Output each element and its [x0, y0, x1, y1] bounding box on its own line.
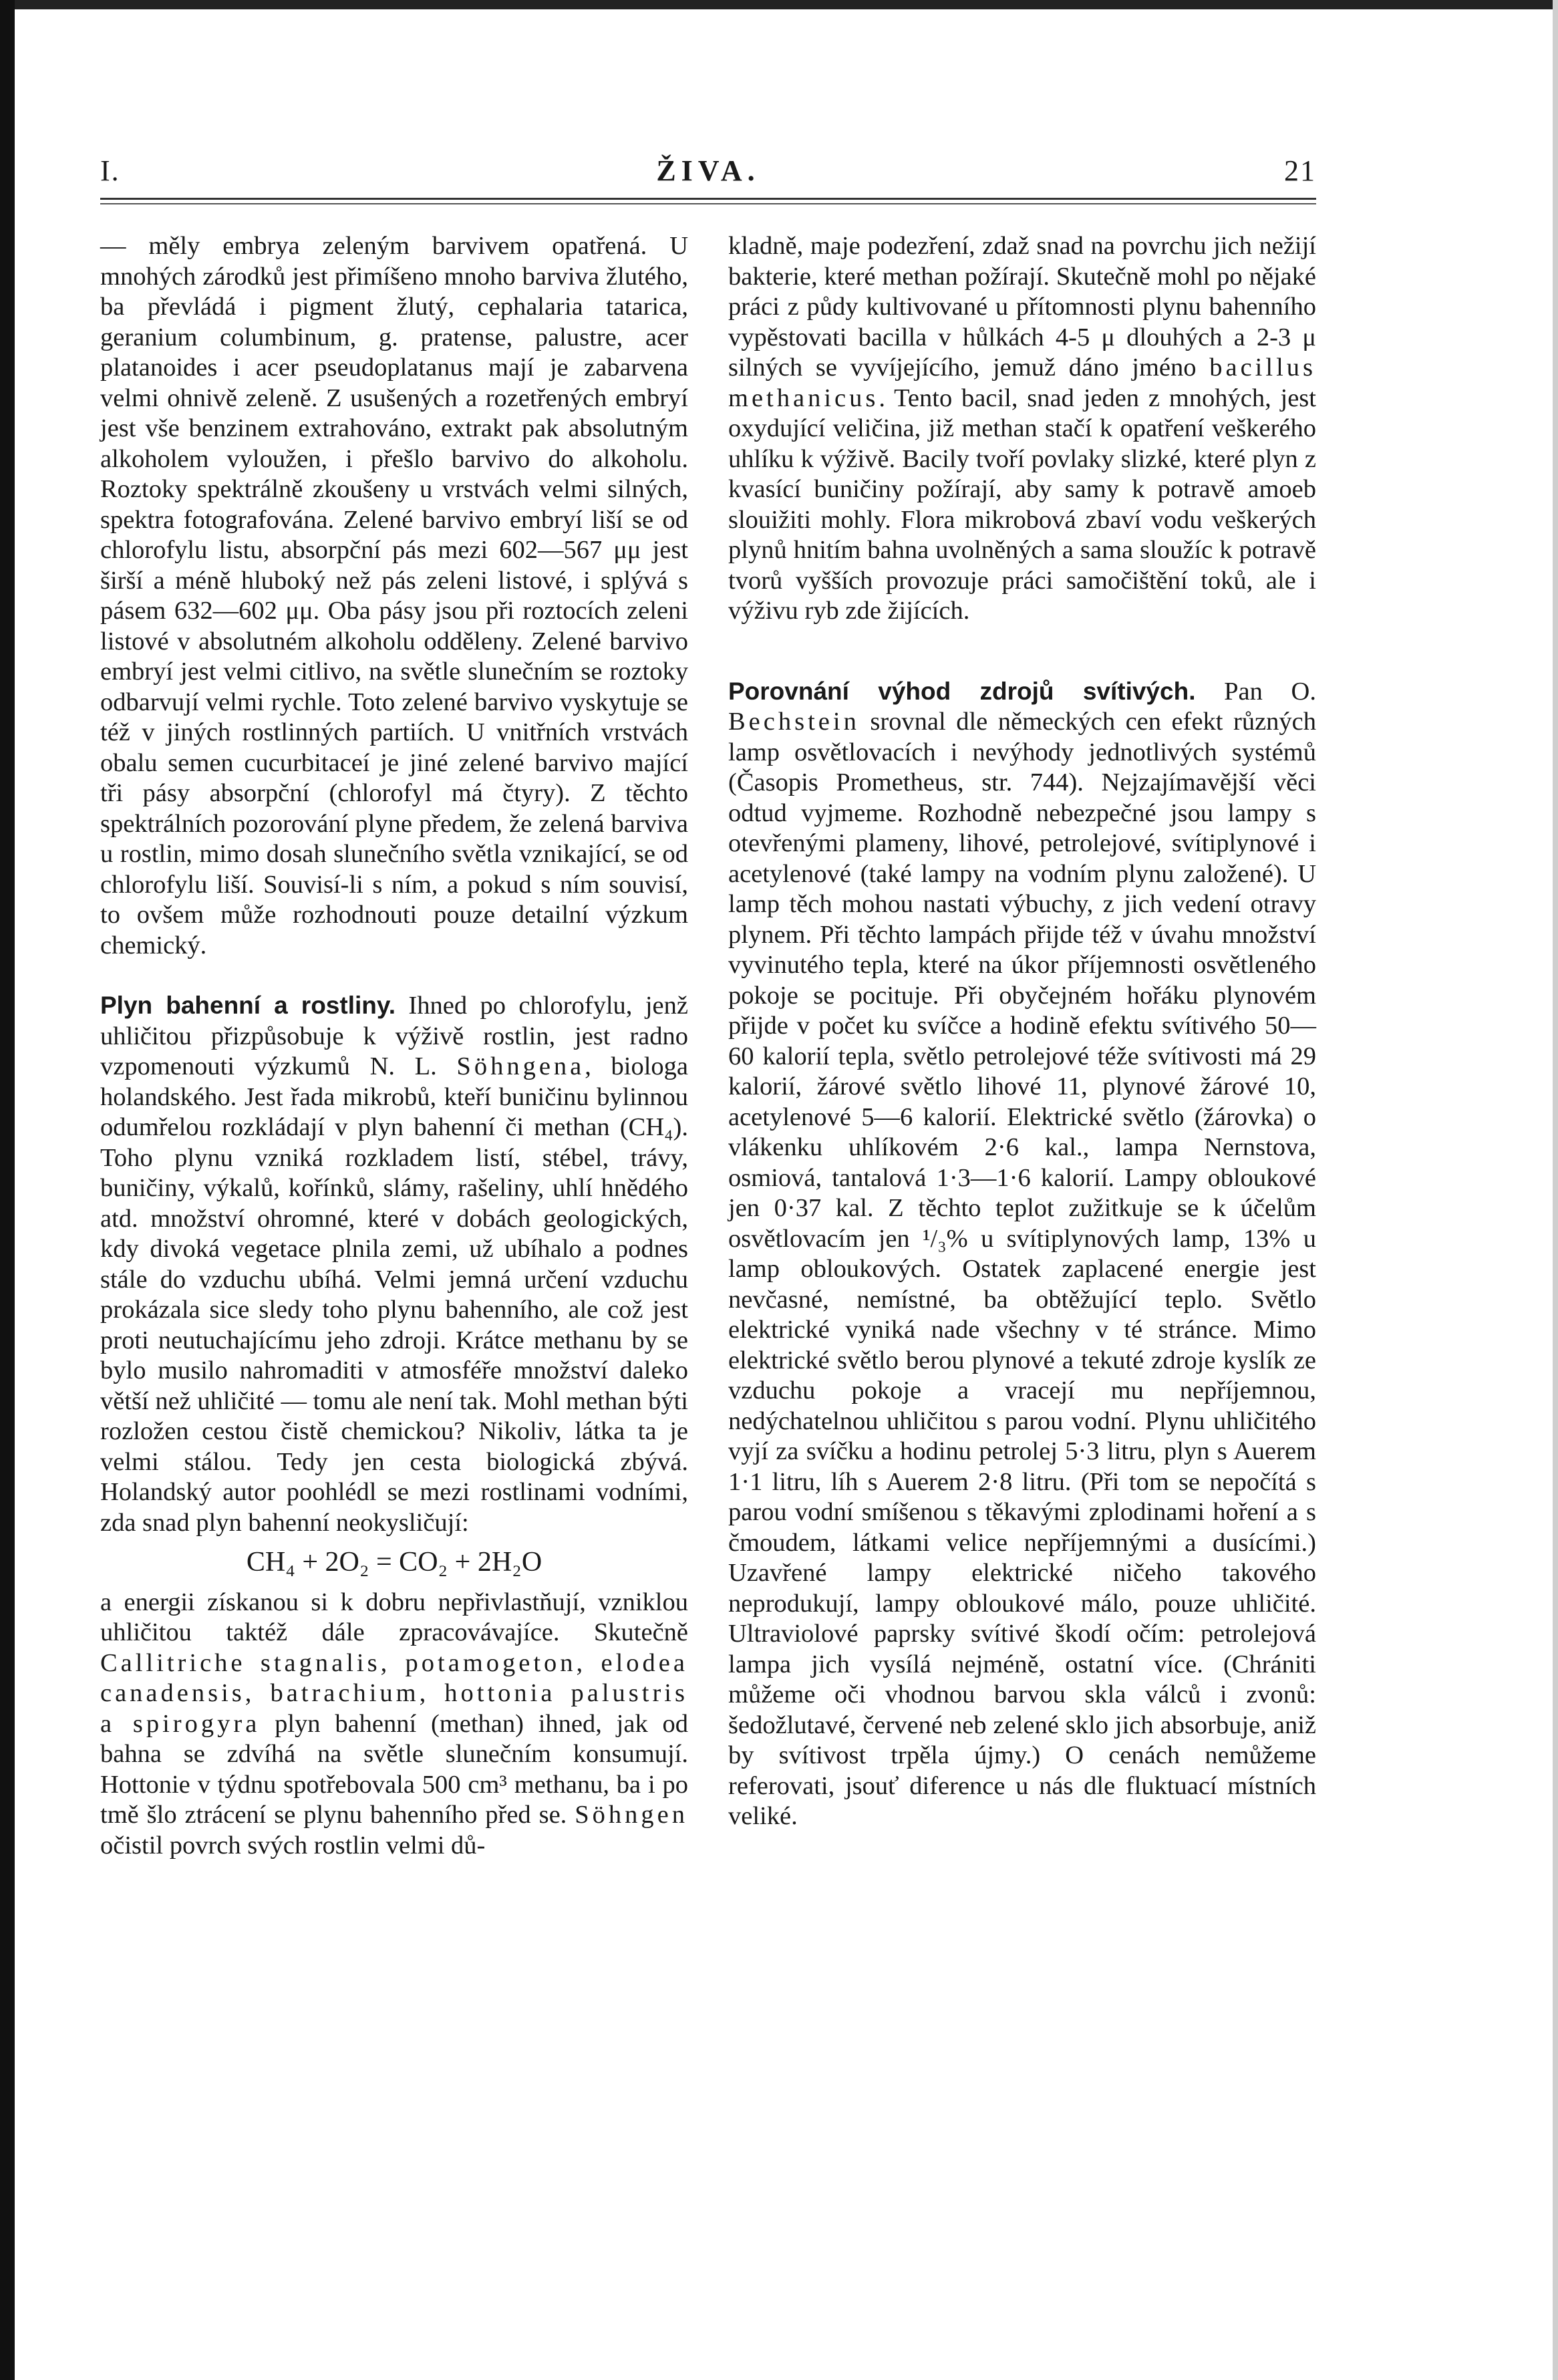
author-name-2: Söhngen	[575, 1801, 688, 1829]
page-content	[100, 147, 1316, 1861]
chemical-formula: CH₄ + 2O₂ = CO₂ + 2H₂O	[246, 1547, 542, 1578]
species-list: Callitriche stagnalis, potamogeton, elodea canadensis, batrachium, hottonia palustris a spirogyra	[100, 1648, 688, 1738]
running-header	[100, 147, 1316, 194]
paragraph-marsh-gas: Plyn bahenní a rostliny. Ihned po chlorofylu, jenž uhličitou přizpůsobuje k výživě rostlin, jest radno vzpomenouti výzkumů N. L. Söhngena, biologa holandského. Jest řada mikrobů, kteří buničinu bylinnou odumřelou rozkládají v plyn bahenní či methan (CH₄). Toho plynu vzniká rozkladem listí, stébel, trávy, buničiny, výkalů, kořínků, slámy, rašeliny, uhlí hnědého atd. množství ohromné, které v dobách geologických, kdy divoká vegetace plnila zemi, už ubíhalo a podnes stále do vzduchu ubíhá. Velmi jemná určení vzduchu prokázala sice sledy toho plynu bahenního, ale což jest proti neutuchajícímu jeho zdroji. Krátce methanu by se bylo musilo nahromaditi v atmosféře množství daleko větší než uhličité — tomu ale není tak. Mohl methan býti rozložen cestou čistě chemickou? Nikoliv, látka ta je velmi stálou. Tedy jen cesta biologická zbývá. Holandský autor poohlédl se mezi rostlinami vodními, zda snad plyn bahenní neokysličují:	[100, 992, 689, 1537]
section-heading-marsh-gas: Plyn bahenní a rostliny.	[100, 992, 396, 1019]
paragraph-water-plants: a energii získanou si k dobru nepřivlastňují, vzniklou uhličitou taktéž dále zpracovávajíce. Skutečně Callitriche stagnalis, potamogeton, elodea canadensis, batrachium, hottonia palustris a spirogyra plyn bahenní (methan) ihned, jak od bahna se zdvíhá na světle slunečním konsumují. Hottonie v týdnu spotřebovala 500 cm³ methanu, ba i po tmě šlo ztrácení se plynu bahenního před se. Söhngen očistil povrch svých rostlin velmi dů-	[100, 1588, 688, 1860]
section-heading-light-sources: Porovnání výhod zdrojů svítivých.	[728, 677, 1196, 705]
right-column	[728, 231, 1316, 1861]
volume-number: I.	[100, 154, 120, 187]
paragraph-light-sources: Porovnání výhod zdrojů svítivých. Pan O. Bechstein srovnal dle německých cen efekt různých lamp osvětlovacích i nevýhody jednotlivých systémů (Časopis Prometheus, str. 744). Nejzajímavější věci odtud vyjmeme. Rozhodně nebezpečné jsou lampy s otevřenými plameny, lihové, petrolejové, svítiplynové i acetylenové (také lampy na vodním plynu založené). U lamp těch mohou nastati výbuchy, z jich vedení otravy plynem. Při těchto lampách přijde též v úvahu množství vyvinutého tepla, které na úkor příjemnosti osvětleného pokoje se pocituje. Při obyčejném hořáku plynovém přijde v počet ku svíčce a hodině efektu svítivého 50—60 kalorií tepla, světlo petrolejové téže svítivosti má 29 kalorií, žárové světlo lihové 11, plynové žárové 10, acetylenové 5—6 kalorií. Elektrické světlo (žárovka) o vlákenku uhlíkovém 2·6 kal., lampa Nernstova, osmiová, tantalová 1·3—1·6 kalorií. Lampy obloukové jen 0·37 kal. Z těchto teplot zužitkuje se k účelům osvětlovacím jen ¹/₃% u svítiplynových lamp, 13% u lamp obloukových. Ostatek zaplacené energie jest nevčasné, nemístné, ba obtěžující teplo. Světlo elektrické vyniká nade všechny v té stránce. Mimo elektrické světlo berou plynové a tekuté zdroje kyslík ze vzduchu pokoje a vracejí mu nepříjemnou, nedýchatelnou uhličitou s parou vodní. Plynu uhličitého vyjí za svíčku a hodinu petrolej 5·3 litru, plyn s Auerem 1·1 litru, líh s Auerem 2·8 litru. (Při tom se nepočítá s parou vodní smíšenou s těkavými zplodinami hoření a s čmoudem, látkami velice nepříjemnými a dusícími.) Uzavřené lampy elektrické ničeho takového neprodukují, lampy obloukové málo, pouze uhličité. Ultraviolové paprsky svítivé škodí očím: petrolejová lampa jich vysílá nejméně, ostatní více. (Chrániti můžeme oči vhodnou barvou skla válců i zvonů: šedožlutavé, červené neb zelené sklo jich absorbuje, aniž by svítivost trpěla újmy.) O cenách nemůžeme referovati, jsouť diference u nás dle fluktuací místních veliké.	[728, 677, 1316, 1830]
left-column	[100, 231, 688, 1861]
bacillus-name: bacillus methanicus	[728, 353, 1316, 412]
paragraph-bacillus: kladně, maje podezření, zdaž snad na povrchu jich nežijí bakterie, které methan požírají. Skutečně mohl po nějaké práci z půdy kultivované u přítomnosti plynu bahenního vypěstovati bacilla v hůlkách 4-5 μ dlouhých a 2-3 μ silných se vyvíjejícího, jemuž dáno jméno bacillus methanicus. Tento bacil, snad jeden z mnohých, jest oxydující veličina, již methan stačí k opatření veškerého uhlíku k výživě. Bacily tvoří povlaky slizké, které plyn z kvasící buničiny požírají, aby samy k potravě amoeb slouižiti mohly. Flora mikrobová zbaví vodu veškerých plynů hnitím bahna uvolněných a sama sloužíc k potravě tvorů vyšších provozuje práci samočištění toků, ale i výživu ryb zde žijících.	[728, 232, 1316, 625]
page-number: 21	[1284, 154, 1316, 187]
scan-edge-right	[1553, 0, 1558, 2380]
journal-title: ŽIVA.	[656, 154, 760, 187]
scan-edge-top	[0, 0, 1558, 9]
header-rule	[100, 198, 1316, 200]
paragraph-embryo-pigment: — měly embrya zeleným barvivem opatřená. U mnohých zárodků jest přimíšeno mnoho barviva žlutého, ba převládá i pigment žlutý, cephalaria tatarica, geranium columbinum, g. pratense, palustre, acer platanoides i acer pseudoplatanus mají je zabarvena velmi ohnivě zeleně. Z usušených a rozetřených embryí jest vše benzinem extrahováno, extrakt pak absolutným alkoholem vyloužen, i přešlo barvivo do alkoholu. Roztoky spektrálně zkoušeny u vrstvách velmi silných, spektra fotografována. Zelené barvivo embryí liší se od chlorofylu listu, absorpční pás mezi 602—567 μμ jest širší a méně hluboký než pás zeleni listové, i splývá s pásem 632—602 μμ. Oba pásy jsou při roztocích zeleni listové v absolutném alkoholu odděleny. Zelené barvivo embryí jest velmi citlivo, na světle slunečním se roztoky odbarvují velmi rychle. Toto zelené barvivo vyskytuje se též v jiných rostlinných partiích. U vnitřních vrstvách obalu semen cucurbitacеí je jiné zelené barvivo mající tři pásy absorpční (chlorofyl má čtyry). Z těchto spektrálních pozorování plyne předem, že zelená barviva u rostlin, mimo dosah slunečního světla vznikající, se od chlorofylu liší. Souvisí-li s ním, a pokud s ním souvisí, to ovšem může rozhodnouti pouze detailní výzkum chemický.	[100, 232, 688, 959]
author-name-bechstein: Bechstein	[728, 708, 860, 736]
scan-edge-left	[0, 0, 15, 2380]
author-name: Söhngena	[456, 1052, 585, 1080]
header-rule-secondary	[100, 203, 1316, 204]
text-columns	[100, 231, 1316, 1861]
